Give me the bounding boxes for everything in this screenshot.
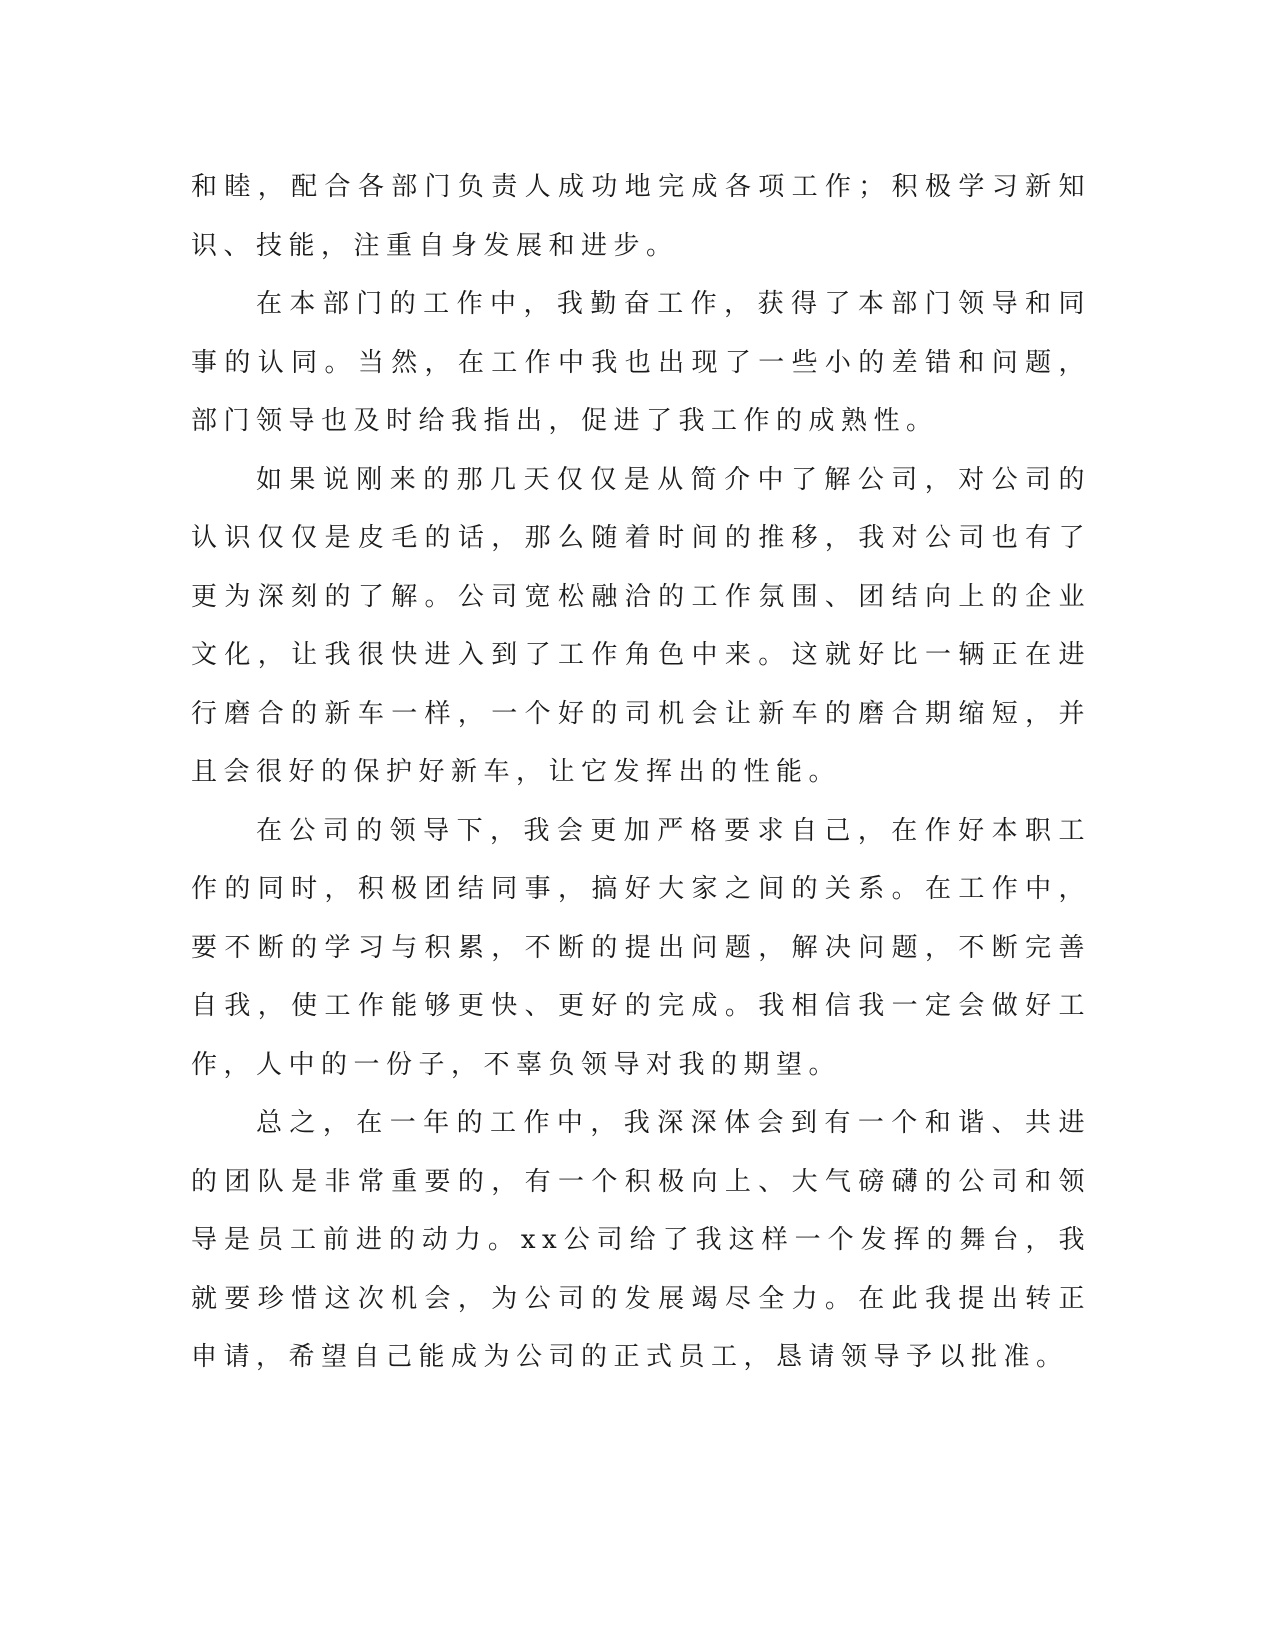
paragraph-1: 和睦，配合各部门负责人成功地完成各项工作；积极学习新知识、技能，注重自身发展和进步。 — [191, 172, 1091, 261]
paragraph-4: 在公司的领导下，我会更加严格要求自己，在作好本职工作的同时，积极团结同事，搞好大家之间的关系。在工作中，要不断的学习与积累，不断的提出问题，解决问题，不断完善自我，使工作能够更快、更好的完成。我相信我一定会做好工作，人中的一份子，不辜负领导对我的期望。 — [191, 815, 1091, 1080]
paragraph-2: 在本部门的工作中，我勤奋工作，获得了本部门领导和同事的认同。当然，在工作中我也出现了一些小的差错和问题，部门领导也及时给我指出，促进了我工作的成熟性。 — [191, 289, 1091, 436]
paragraph-3: 如果说刚来的那几天仅仅是从简介中了解公司，对公司的认识仅仅是皮毛的话，那么随着时间的推移，我对公司也有了更为深刻的了解。公司宽松融洽的工作氛围、团结向上的企业文化，让我很快进入到了工作角色中来。这就好比一辆正在进行磨合的新车一样，一个好的司机会让新车的磨合期缩短，并且会很好的保护好新车，让它发挥出的性能。 — [191, 464, 1091, 787]
document-body — [191, 158, 1091, 1387]
paragraph-5: 总之，在一年的工作中，我深深体会到有一个和谐、共进的团队是非常重要的，有一个积极向上、大气磅礴的公司和领导是员工前进的动力。xx公司给了我这样一个发挥的舞台，我就要珍惜这次机会，为公司的发展竭尽全力。在此我提出转正申请，希望自己能成为公司的正式员工，恳请领导予以批准。 — [191, 1108, 1091, 1372]
